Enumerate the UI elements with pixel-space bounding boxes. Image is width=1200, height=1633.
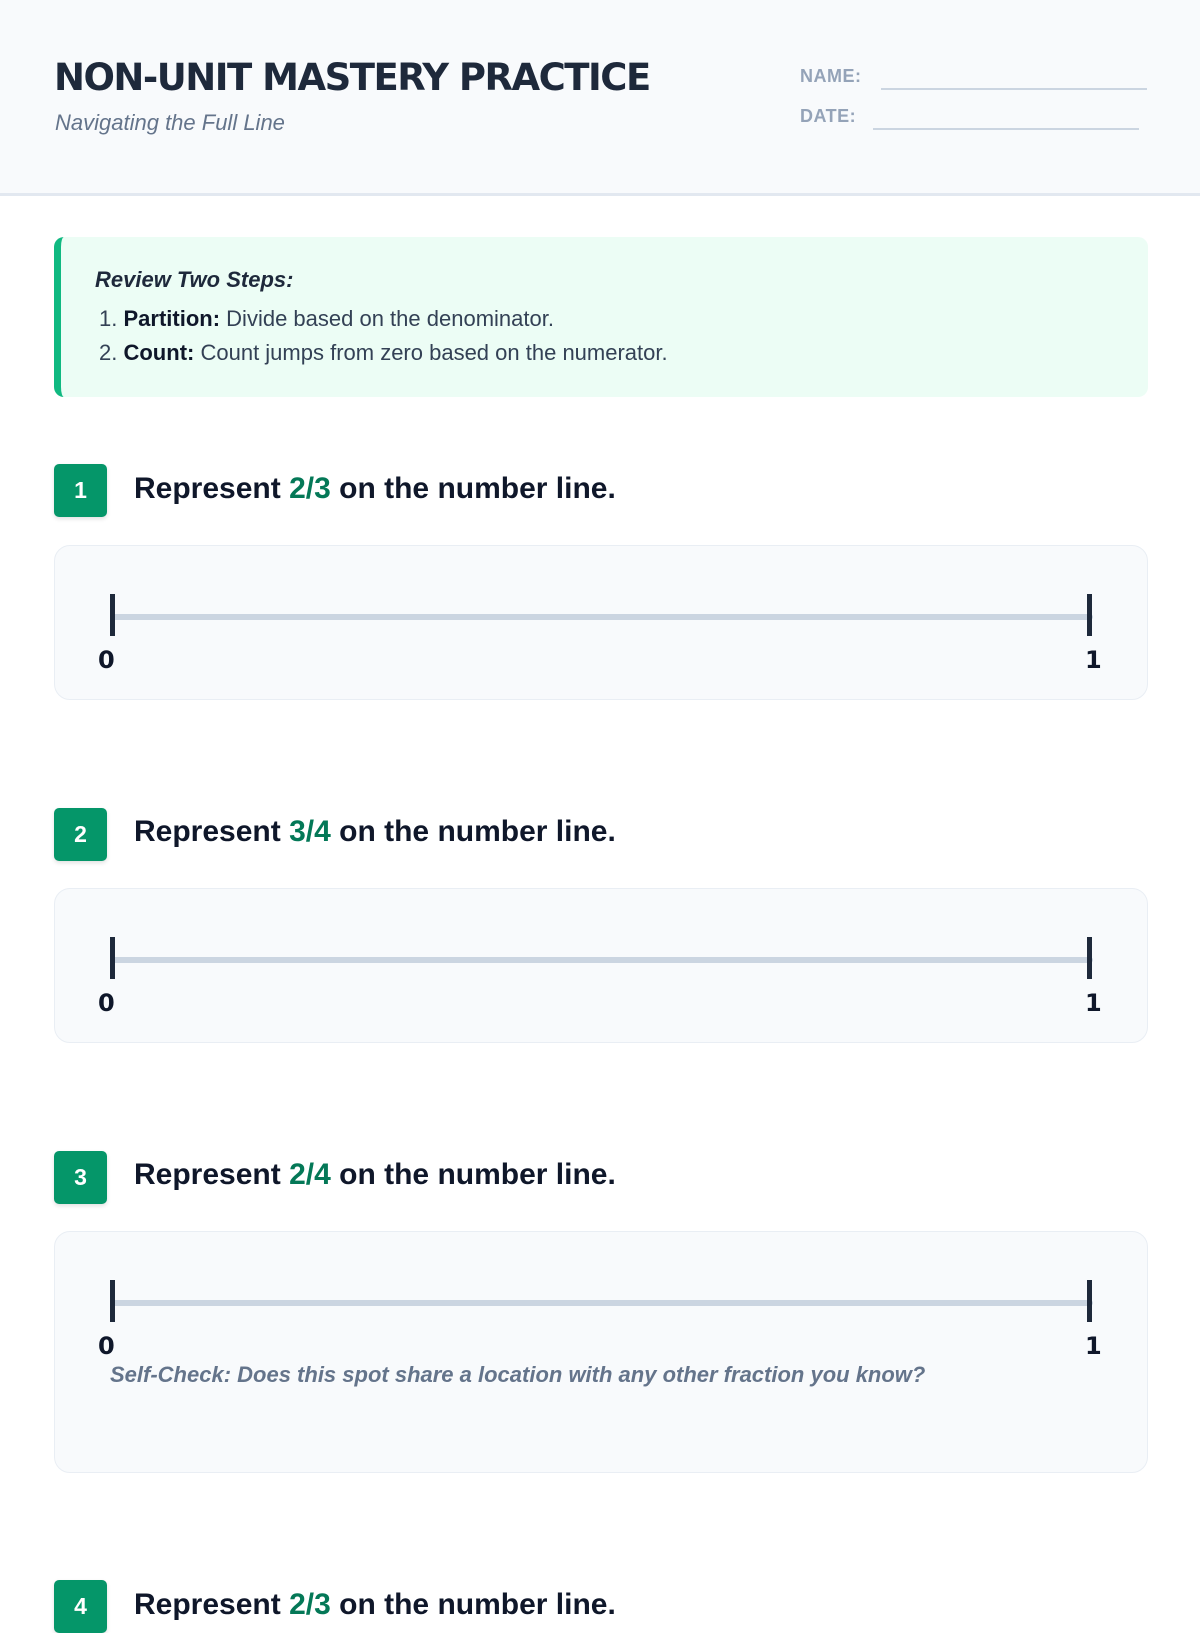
problem-number-badge: 2 [54, 808, 107, 861]
date-field[interactable] [873, 128, 1139, 130]
problem-number-badge: 4 [54, 1580, 107, 1633]
number-line[interactable] [111, 957, 1093, 963]
target-fraction: 2/3 [289, 472, 331, 505]
step-text: Count jumps from zero based on the numerator. [200, 340, 668, 365]
step-term: Partition: [123, 306, 221, 331]
problem-number-badge: 3 [54, 1151, 107, 1204]
prompt-text: Represent [134, 472, 281, 505]
target-fraction: 2/3 [289, 1588, 331, 1621]
review-box [54, 237, 1148, 397]
page-title: NON-UNIT MASTERY PRACTICE [54, 56, 650, 99]
target-fraction: 3/4 [289, 815, 331, 848]
problem-prompt [134, 472, 616, 506]
end-tick [1087, 937, 1092, 979]
start-tick [110, 937, 115, 979]
review-step [99, 340, 668, 366]
prompt-text: Represent [134, 815, 281, 848]
step-text: Divide based on the denominator. [226, 306, 554, 331]
target-fraction: 2/4 [289, 1158, 331, 1191]
name-label: NAME: [800, 66, 862, 86]
date-label: DATE: [800, 106, 857, 126]
prompt-text: on the number line. [339, 1588, 616, 1621]
prompt-text: on the number line. [339, 472, 616, 505]
number-line-card[interactable] [54, 888, 1148, 1043]
end-tick [1087, 594, 1092, 636]
prompt-text: Represent [134, 1158, 281, 1191]
start-label: 0 [98, 1332, 115, 1360]
end-label: 1 [1085, 989, 1102, 1017]
review-title: Review Two Steps: [95, 267, 294, 292]
start-label: 0 [98, 646, 115, 674]
end-tick [1087, 1280, 1092, 1322]
step-number: 1. [99, 306, 118, 331]
problem-prompt [134, 815, 616, 849]
start-label: 0 [98, 989, 115, 1017]
start-tick [110, 594, 115, 636]
end-label: 1 [1085, 1332, 1102, 1360]
number-line-card[interactable] [54, 1231, 1148, 1473]
name-field[interactable] [881, 88, 1147, 90]
number-line[interactable] [111, 1300, 1093, 1306]
end-label: 1 [1085, 646, 1102, 674]
page-subtitle: Navigating the Full Line [55, 110, 285, 135]
review-step [99, 306, 554, 332]
step-term: Count: [123, 340, 195, 365]
problem-prompt [134, 1588, 616, 1622]
prompt-text: on the number line. [339, 815, 616, 848]
start-tick [110, 1280, 115, 1322]
problem-number-badge: 1 [54, 464, 107, 517]
self-check-hint: Self-Check: Does this spot share a location with any other fraction you know? [110, 1362, 926, 1387]
number-line[interactable] [111, 614, 1093, 620]
prompt-text: on the number line. [339, 1158, 616, 1191]
prompt-text: Represent [134, 1588, 281, 1621]
step-number: 2. [99, 340, 118, 365]
worksheet-header [0, 0, 1200, 196]
problem-prompt [134, 1158, 616, 1192]
number-line-card[interactable] [54, 545, 1148, 700]
